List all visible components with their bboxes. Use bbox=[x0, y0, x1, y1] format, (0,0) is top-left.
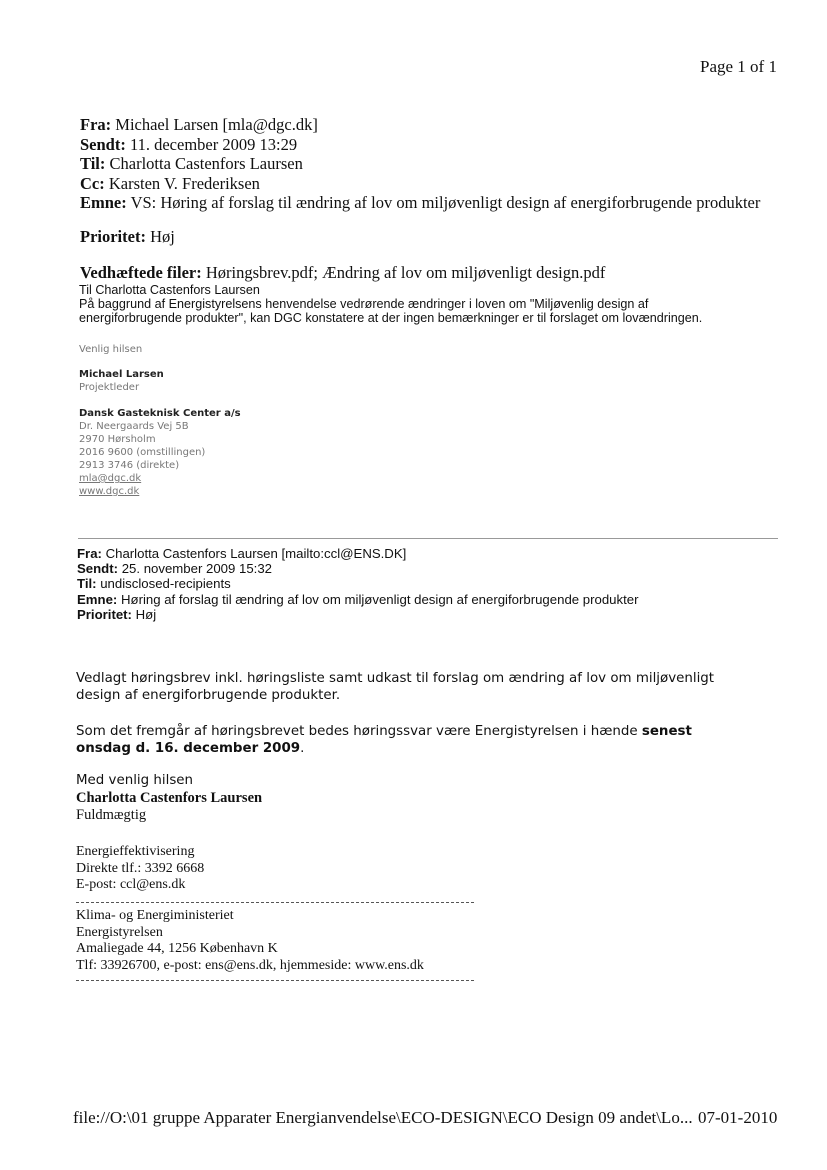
email2-body-p2 bbox=[76, 723, 692, 757]
signature-agency: Energistyrelsen bbox=[76, 924, 163, 940]
signature-contact: Tlf: 33926700, e-post: ens@ens.dk, hjemmeside: www.ens.dk bbox=[76, 957, 424, 973]
signature-email-link[interactable]: mla@dgc.dk bbox=[79, 473, 142, 484]
signature-web-link[interactable]: www.dgc.dk bbox=[79, 486, 140, 497]
signature-email: E-post: ccl@ens.dk bbox=[76, 877, 186, 892]
email2-signature bbox=[76, 790, 262, 824]
subject-label: Emne: bbox=[80, 193, 127, 212]
email1-sent-row bbox=[80, 135, 760, 155]
email2-body-line: Som det fremgår af høringsbrevet bedes høringssvar være Energistyrelsen i hænde bbox=[76, 724, 638, 739]
signature-title: Projektleder bbox=[79, 382, 140, 393]
signature-address: Dr. Neergaards Vej 5B bbox=[79, 421, 189, 432]
email1-body bbox=[79, 283, 702, 325]
email1-priority-row bbox=[80, 227, 175, 247]
footer-date: 07-01-2010 bbox=[698, 1108, 778, 1127]
dashed-divider bbox=[76, 980, 474, 981]
email2-priority-row bbox=[77, 607, 638, 622]
signature-phone: 2016 9600 (omstillingen) bbox=[79, 447, 206, 458]
email1-priority: Høj bbox=[150, 227, 175, 246]
page-number: Page 1 of 1 bbox=[700, 57, 777, 76]
email1-to: Charlotta Castenfors Laursen bbox=[109, 154, 303, 173]
signature-name: Michael Larsen bbox=[79, 369, 164, 380]
email1-sent: 11. december 2009 13:29 bbox=[129, 134, 298, 154]
signature-ministry: Klima- og Energiministeriet bbox=[76, 908, 234, 923]
email1-company-block bbox=[79, 407, 241, 498]
email2-closing: Med venlig hilsen bbox=[76, 773, 194, 788]
dashed-divider bbox=[76, 902, 474, 903]
from-label: Fra: bbox=[77, 546, 102, 561]
signature-title: Fuldmægtig bbox=[76, 807, 147, 823]
email2-to-row bbox=[77, 576, 638, 591]
email2-sent: 25. november 2009 15:32 bbox=[121, 561, 273, 577]
signature-company: Dansk Gasteknisk Center a/s bbox=[79, 408, 241, 419]
email1-signature bbox=[79, 368, 164, 394]
deadline-date: onsdag d. 16. december 2009 bbox=[76, 741, 301, 756]
email1-subject-row bbox=[80, 193, 760, 213]
email1-from[interactable]: Michael Larsen [mla@dgc.dk] bbox=[115, 115, 318, 134]
email2-header bbox=[77, 546, 638, 622]
signature-name: Charlotta Castenfors Laursen bbox=[76, 790, 263, 806]
email2-from-row bbox=[77, 546, 638, 561]
to-label: Til: bbox=[80, 154, 106, 173]
email2-priority: Høj bbox=[135, 606, 157, 622]
email1-to-row bbox=[80, 154, 760, 174]
email1-cc: Karsten V. Frederiksen bbox=[108, 173, 260, 193]
email2-sent-row bbox=[77, 561, 638, 576]
signature-dept: Energieffektivisering bbox=[76, 844, 195, 859]
signature-direct-phone: Direkte tlf.: 3392 6668 bbox=[76, 860, 205, 876]
signature-city: 2970 Hørsholm bbox=[79, 434, 156, 445]
sent-label: Sendt: bbox=[80, 134, 126, 154]
to-label: Til: bbox=[77, 576, 97, 592]
email2-body-line: design af energiforbrugende produkter. bbox=[76, 688, 341, 703]
cc-label: Cc: bbox=[80, 173, 105, 193]
email1-attachments[interactable]: Høringsbrev.pdf; Ændring af lov om miljøvenligt design.pdf bbox=[205, 263, 606, 282]
email1-body-line: energiforbrugende produkter", kan DGC konstatere at der ingen bemærkninger er til forslaget om lovændringen. bbox=[79, 311, 703, 325]
signature-address: Amaliegade 44, 1256 København K bbox=[76, 941, 278, 956]
from-label: Fra: bbox=[80, 115, 112, 134]
email2-body-p1 bbox=[76, 670, 714, 704]
email2-subject-row bbox=[77, 592, 638, 607]
email1-body-line: På baggrund af Energistyrelsens henvendelse vedrørende ændringer i loven om "Miljøvenlig design af bbox=[79, 297, 649, 311]
sentence-end: . bbox=[300, 741, 305, 756]
email1-greeting: Til Charlotta Castenfors Laursen bbox=[79, 283, 260, 297]
priority-label: Prioritet: bbox=[77, 606, 132, 622]
email2-org-block bbox=[76, 908, 424, 974]
email2-to: undisclosed-recipients bbox=[100, 576, 231, 592]
email2-dept-block bbox=[76, 844, 204, 894]
attachments-label: Vedhæftede filer: bbox=[80, 263, 202, 282]
deadline-bold: senest bbox=[641, 724, 692, 739]
email1-subject: VS: Høring af forslag til ændring af lov om miljøvenligt design af energiforbrugende produkter bbox=[130, 193, 761, 212]
sent-label: Sendt: bbox=[77, 561, 119, 577]
priority-label: Prioritet: bbox=[80, 227, 146, 246]
email2-from[interactable]: Charlotta Castenfors Laursen [mailto:ccl@ENS.DK] bbox=[105, 546, 407, 561]
email2-subject: Høring af forslag til ændring af lov om miljøvenligt design af energiforbrugende produkter bbox=[120, 591, 639, 607]
email1-header bbox=[80, 115, 760, 213]
footer-path: file://O:\01 gruppe Apparater Energianvendelse\ECO-DESIGN\ECO Design 09 andet\Lo... bbox=[73, 1108, 693, 1127]
email-separator bbox=[78, 538, 778, 539]
subject-label: Emne: bbox=[77, 591, 118, 607]
email1-from-row bbox=[80, 115, 760, 135]
email2-body-line: Vedlagt høringsbrev inkl. høringsliste samt udkast til forslag om ændring af lov om miljøvenligt bbox=[76, 671, 715, 686]
email1-attachments-row bbox=[80, 263, 605, 283]
signature-phone: 2913 3746 (direkte) bbox=[79, 460, 180, 471]
email1-closing: Venlig hilsen bbox=[79, 344, 143, 355]
email1-cc-row bbox=[80, 174, 760, 194]
